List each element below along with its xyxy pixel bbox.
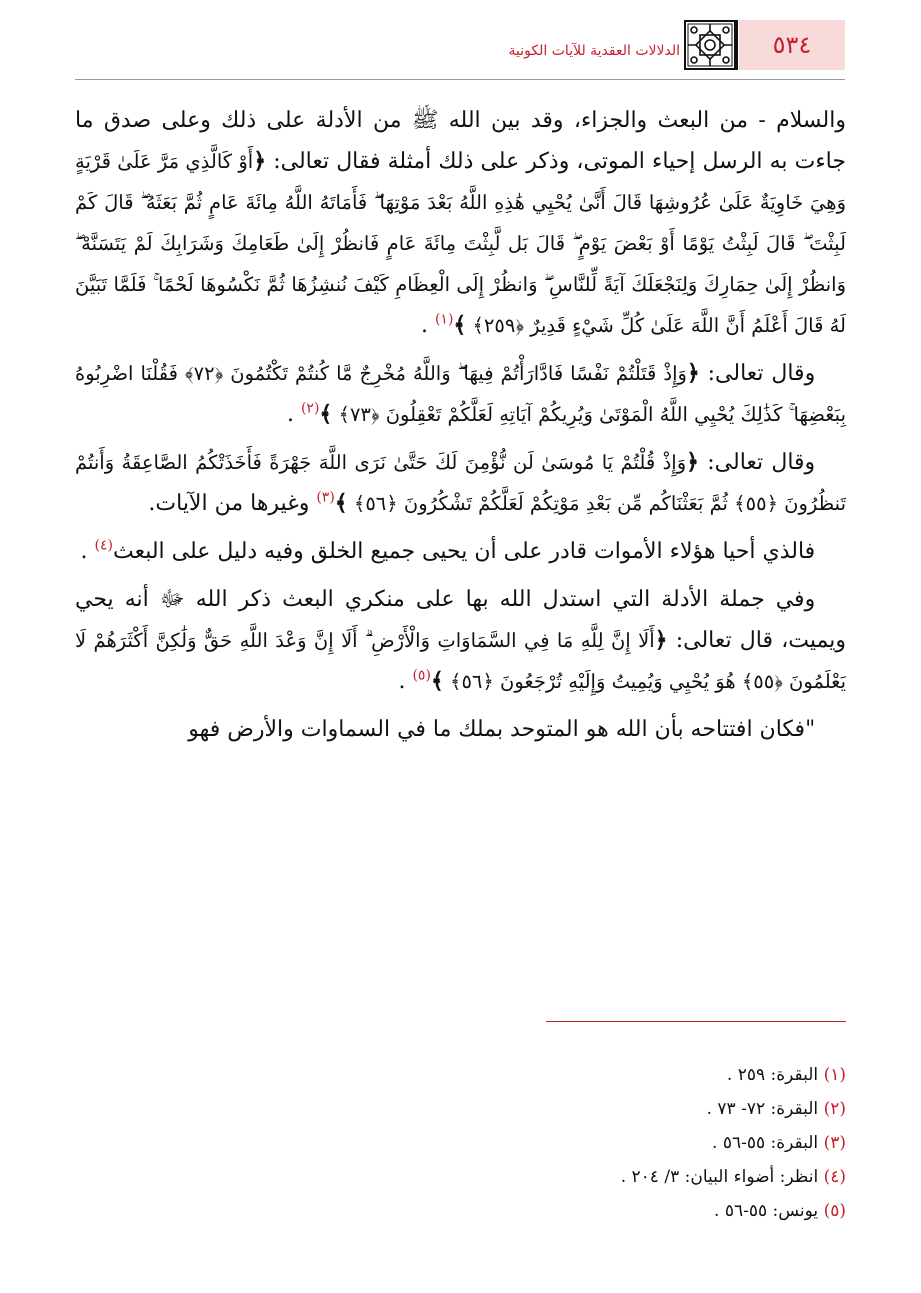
paragraph-1	[75, 100, 846, 346]
quran-verse-baqarah-72-73: وَإِذْ قَتَلْتُمْ نَفْسًا فَادَّارَأْتُمْ فِيهَا ۖ وَاللَّهُ مُخْرِجٌ مَّا كُنتُمْ تَكْتُمُونَ ﴿٧٢﴾ فَقُلْنَا اضْرِبُوهُ بِبَعْضِهَا ۚ كَذَٰلِكَ يُحْيِي اللَّهُ الْمَوْتَىٰ وَيُرِيكُمْ آيَاتِهِ لَعَلَّكُمْ تَعْقِلُونَ ﴿٧٣﴾	[75, 362, 846, 426]
ornate-bracket-close: ﴾	[334, 490, 348, 516]
footnote-number: (٢)	[823, 1099, 846, 1119]
paragraph-3-tail: وغيرها من الآيات.	[148, 491, 310, 516]
ornate-bracket-open: ﴿	[686, 360, 700, 386]
footnote-number: (٣)	[823, 1133, 846, 1153]
quran-verse-baqarah-55-56: وَإِذْ قُلْتُمْ يَا مُوسَىٰ لَن نُّؤْمِنَ لَكَ حَتَّىٰ نَرَى اللَّهَ جَهْرَةً فَأَخَذَتْكُمُ الصَّاعِقَةُ وَأَنتُمْ تَنظُرُونَ ﴿٥٥﴾ ثُمَّ بَعَثْنَاكُم مِّن بَعْدِ مَوْتِكُمْ لَعَلَّكُمْ تَشْكُرُونَ ﴿٥٦﴾	[75, 451, 846, 515]
footnote-text: البقرة: ٥٥-٥٦ .	[712, 1133, 824, 1153]
paragraph-4	[75, 531, 846, 572]
footnote-text: البقرة: ٧٢- ٧٣ .	[706, 1099, 824, 1119]
footnote-3	[75, 1126, 846, 1160]
paragraph-5-text: وفي جملة الأدلة التي استدل الله بها على منكري البعث ذكر الله ﷻ أنه يحي ويميت، قال تعالى:	[75, 587, 846, 653]
footnote-number: (١)	[823, 1065, 846, 1085]
paragraph-2-end: .	[286, 402, 301, 427]
ornate-bracket-open: ﴿	[253, 148, 267, 174]
footnote-text: يونس: ٥٥-٥٦ .	[714, 1201, 824, 1221]
main-text	[75, 100, 846, 750]
paragraph-3-text: وقال تعالى:	[699, 450, 816, 475]
paragraph-1-end: .	[420, 313, 435, 338]
paragraph-1-text: والسلام - من البعث والجزاء، وقد بين الله ﷺ من الأدلة على ذلك وعلى صدق ما جاءت به الرسل إحياء الموتى، وذكر على ذلك أمثلة فقال تعالى:	[75, 108, 846, 174]
page-number: ٥٣٤	[772, 31, 812, 59]
footnote-4	[75, 1160, 846, 1194]
paragraph-2	[75, 353, 846, 435]
ornate-bracket-open: ﴿	[654, 627, 668, 653]
paragraph-2-text: وقال تعالى:	[699, 361, 816, 386]
running-title: الدلالات العقدية للآيات الكونية	[508, 43, 680, 59]
page-header	[0, 0, 921, 80]
footnotes	[75, 1058, 846, 1228]
footnote-ref-3: (٣)	[316, 489, 335, 506]
footnote-5	[75, 1194, 846, 1228]
footnote-ref-2: (٢)	[300, 400, 320, 417]
footnote-ref-1: (١)	[434, 311, 454, 328]
islamic-ornament-icon	[684, 20, 736, 70]
footnote-text: انظر: أضواء البيان: ٣/ ٢٠٤ .	[620, 1167, 824, 1187]
footnote-number: (٤)	[823, 1167, 846, 1187]
ornate-bracket-close: ﴾	[430, 668, 444, 694]
paragraph-6	[75, 709, 846, 750]
paragraph-5-end: .	[398, 669, 413, 694]
paragraph-4-end: .	[80, 539, 95, 564]
header-rule	[75, 79, 845, 80]
quran-verse-baqarah-259: أَوْ كَالَّذِي مَرَّ عَلَىٰ قَرْيَةٍ وَهِيَ خَاوِيَةٌ عَلَىٰ عُرُوشِهَا قَالَ أَنَّىٰ يُحْيِي هَٰذِهِ اللَّهُ بَعْدَ مَوْتِهَا ۖ فَأَمَاتَهُ اللَّهُ مِائَةَ عَامٍ ثُمَّ بَعَثَهُ ۖ قَالَ كَمْ لَبِثْتَ ۖ قَالَ لَبِثْتُ يَوْمًا أَوْ بَعْضَ يَوْمٍ ۖ قَالَ بَل لَّبِثْتَ مِائَةَ عَامٍ فَانظُرْ إِلَىٰ طَعَامِكَ وَشَرَابِكَ لَمْ يَتَسَنَّهْ ۖ وَانظُرْ إِلَىٰ حِمَارِكَ وَلِنَجْعَلَكَ آيَةً لِّلنَّاسِ ۖ وَانظُرْ إِلَى الْعِظَامِ كَيْفَ نُنشِزُهَا ثُمَّ نَكْسُوهَا لَحْمًا ۚ فَلَمَّا تَبَيَّنَ لَهُ قَالَ أَعْلَمُ أَنَّ اللَّهَ عَلَىٰ كُلِّ شَيْءٍ قَدِيرٌ ﴿٢٥٩﴾	[75, 150, 846, 337]
ornate-bracket-close: ﴾	[319, 401, 333, 427]
footnote-text: البقرة: ٢٥٩ .	[726, 1065, 824, 1085]
ornate-bracket-open: ﴿	[686, 449, 700, 475]
paragraph-4-text: فالذي أحيا هؤلاء الأموات قادر على أن يحيى جميع الخلق وفيه دليل على البعث	[112, 539, 816, 564]
footnote-separator	[546, 1021, 846, 1022]
quran-verse-yunus-55-56: أَلَا إِنَّ لِلَّهِ مَا فِي السَّمَاوَاتِ وَالْأَرْضِ ۗ أَلَا إِنَّ وَعْدَ اللَّهِ حَقٌّ وَلَٰكِنَّ أَكْثَرَهُمْ لَا يَعْلَمُونَ ﴿٥٥﴾ هُوَ يُحْيِي وَيُمِيتُ وَإِلَيْهِ تُرْجَعُونَ ﴿٥٦﴾	[75, 629, 846, 693]
footnote-number: (٥)	[823, 1201, 846, 1221]
paragraph-5	[75, 579, 846, 702]
footnote-1	[75, 1058, 846, 1092]
ornate-bracket-close: ﴾	[453, 312, 467, 338]
footnote-2	[75, 1092, 846, 1126]
footnote-ref-4: (٤)	[94, 537, 113, 554]
footnote-ref-5: (٥)	[412, 667, 431, 684]
paragraph-3	[75, 442, 846, 524]
paragraph-6-text: "فكان افتتاحه بأن الله هو المتوحد بملك ما في السماوات والأرض فهو	[188, 717, 816, 742]
